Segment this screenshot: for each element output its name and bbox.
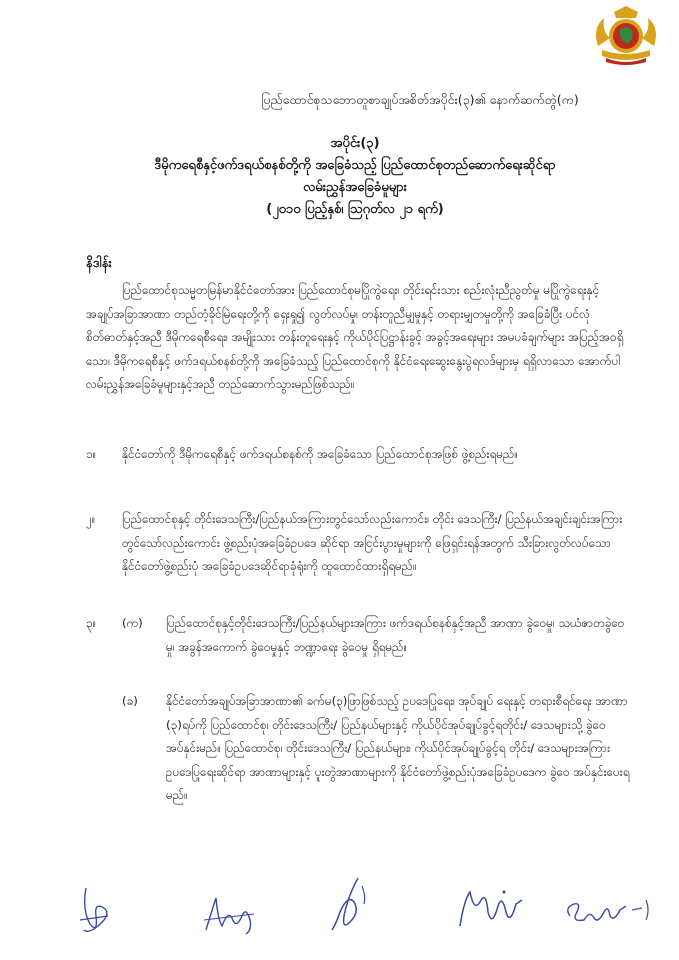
signature-1-icon [68, 880, 138, 940]
paragraph-text: နိုင်ငံတော်ကို ဒီမိုကရေစီနှင့် ဖက်ဒရယ်စနစ်ကို အခြေခံသော ပြည်ထောင်စုအဖြစ် ဖွဲ့စည်းရမည်။ [122, 447, 519, 461]
paragraph-number: ၂။ [86, 512, 96, 526]
sub-clause-kha [122, 690, 631, 840]
signature-5-icon [560, 886, 660, 930]
signature-3-icon [318, 872, 388, 936]
preamble-heading: နိဒါန်း [86, 256, 112, 271]
sub-clause-mark: (က) [122, 616, 143, 630]
paragraph-2 [86, 508, 631, 608]
sub-clause-mark: (ခ) [122, 694, 138, 708]
signatures-row [0, 870, 679, 950]
annex-header: ပြည်ထောင်စုသဘောတူစာချုပ်အစိတ်အပိုင်း(၃)၏ နောက်ဆက်တွဲ(က) [261, 92, 579, 107]
paragraph-text: ပြည်ထောင်စုနှင့် တိုင်းဒေသကြီး/ပြည်နယ်အကြားတွင်သော်လည်းကောင်း၊ တိုင်း ဒေသကြီး/ ပြည်နယ်အချင်းချင်းအကြားတွင်သော်လည်းကောင်း ဖွဲ့စည်းပုံအခြေခံဥပဒေ ဆိုင်ရာ အငြင်းပွားမှုများကို ဖြေရှင်းရန်အတွက် သီးခြားလွတ်လပ်သော နိုင်ငံတော်ဖွဲ့စည်းပုံ အခြေခံဥပဒေဆိုင်ရာခုံရုံးကို ထူထောင်ထားရှိရမည်။ [122, 512, 623, 573]
preamble-text: ပြည်ထောင်စုသမ္မတမြန်မာနိုင်ငံတော်အား ပြည်ထောင်စုမပြိုကွဲရေး၊ တိုင်းရင်းသား စည်းလုံးညီညွတ်မှု မပြိုကွဲရေးနှင့် အချုပ်အခြာအာဏာ တည်တံ့ခိုင်မြဲရေးတို့ကို ရှေးရှု၍ လွတ်လပ်မှု၊ တန်းတူညီမျှမှုနှင့် တရားမျှတမှုတို့ကို အခြေခံပြီး ပင်လုံစိတ်ဓာတ်နှင့်အညီ ဒီမိုကရေစီရေး၊ အမျိုးသား တန်းတူရေးနှင့် ကိုယ်ပိုင်ပြဋ္ဌာန်းခွင့် အခွင့်အရေးများ အမပခံချက်များ အပြည့်အဝရှိသော၊ ဒီမိုကရေစီနှင့် ဖက်ဒရယ်စနစ်တို့ကို အခြေခံသည့် ပြည်ထောင်စုကို နိုင်ငံရေးဆွေးနွေးပွဲရလဒ်များမှ ရရှိလာသော အောက်ပါ လမ်းညွှန်အခြေခံမူများနှင့်အညီ တည်ဆောက်သွားမည်ဖြစ်သည်။ [86, 283, 624, 391]
document-title [60, 133, 650, 221]
paragraph-number: ၁။ [86, 447, 97, 461]
sub-clause-ka [122, 612, 631, 684]
state-emblem-icon [592, 6, 660, 68]
sub-clause-text: နိုင်ငံတော်အချုပ်အခြာအာဏာ၏ ခက်မ(၃)ဖြာဖြစ်သည့် ဥပဒေပြုရေး၊ အုပ်ချုပ် ရေးနှင့် တရားစီရင်ရေး အာဏာ (၃)ရပ်ကို ပြည်ထောင်စု၊ တိုင်းဒေသကြီး/ ပြည်နယ်များနှင့် ကိုယ်ပိုင်အုပ်ချုပ်ခွင့်ရတိုင်း/ ဒေသများသို့ ခွဲဝေအပ်နှင်းမည်။ ပြည်ထောင်စု၊ တိုင်းဒေသကြီး/ ပြည်နယ်များ၊ ကိုယ်ပိုင်အုပ်ချုပ်ခွင့်ရ တိုင်း/ ဒေသများအကြား ဥပဒေပြုရေးဆိုင်ရာ အာဏာများနှင့် ပူးတွဲအာဏာများကို နိုင်ငံတော်ဖွဲ့စည်းပုံအခြေခံဥပဒေက ခွဲဝေ အပ်နှင်းပေးရမည်။ [166, 694, 630, 802]
signature-2-icon [198, 890, 268, 940]
part-number: အပိုင်း(၃) [330, 136, 380, 151]
paragraph-number: ၃။ [86, 616, 97, 630]
paragraph-1 [86, 443, 631, 493]
sub-clause-text: ပြည်ထောင်စုနှင့်တိုင်းဒေသကြီး/ပြည်နယ်များအကြား ဖက်ဒရယ်စနစ်နှင့်အညီ အာဏာ ခွဲဝေမှု၊ သယံဇာတခွဲဝေမှု၊ အခွန်အကောက် ခွဲဝေမှုနှင့် ဘဏ္ဍာရေး ခွဲဝေမှု ရှိရမည်။ [166, 616, 625, 654]
title-line-1: ဒီမိုကရေစီနှင့်ဖက်ဒရယ်စနစ်တို့ကို အခြေခံသည့် ပြည်ထောင်စုတည်ဆောက်ရေးဆိုင်ရာ [154, 158, 556, 173]
title-date: (၂၀၁၀ ပြည့်နှစ်၊ ဩဂုတ်လ ၂၁ ရက်) [266, 202, 444, 217]
title-line-2: လမ်းညွှန်အခြေခံမူများ [303, 180, 407, 195]
signature-4-icon [452, 882, 532, 938]
